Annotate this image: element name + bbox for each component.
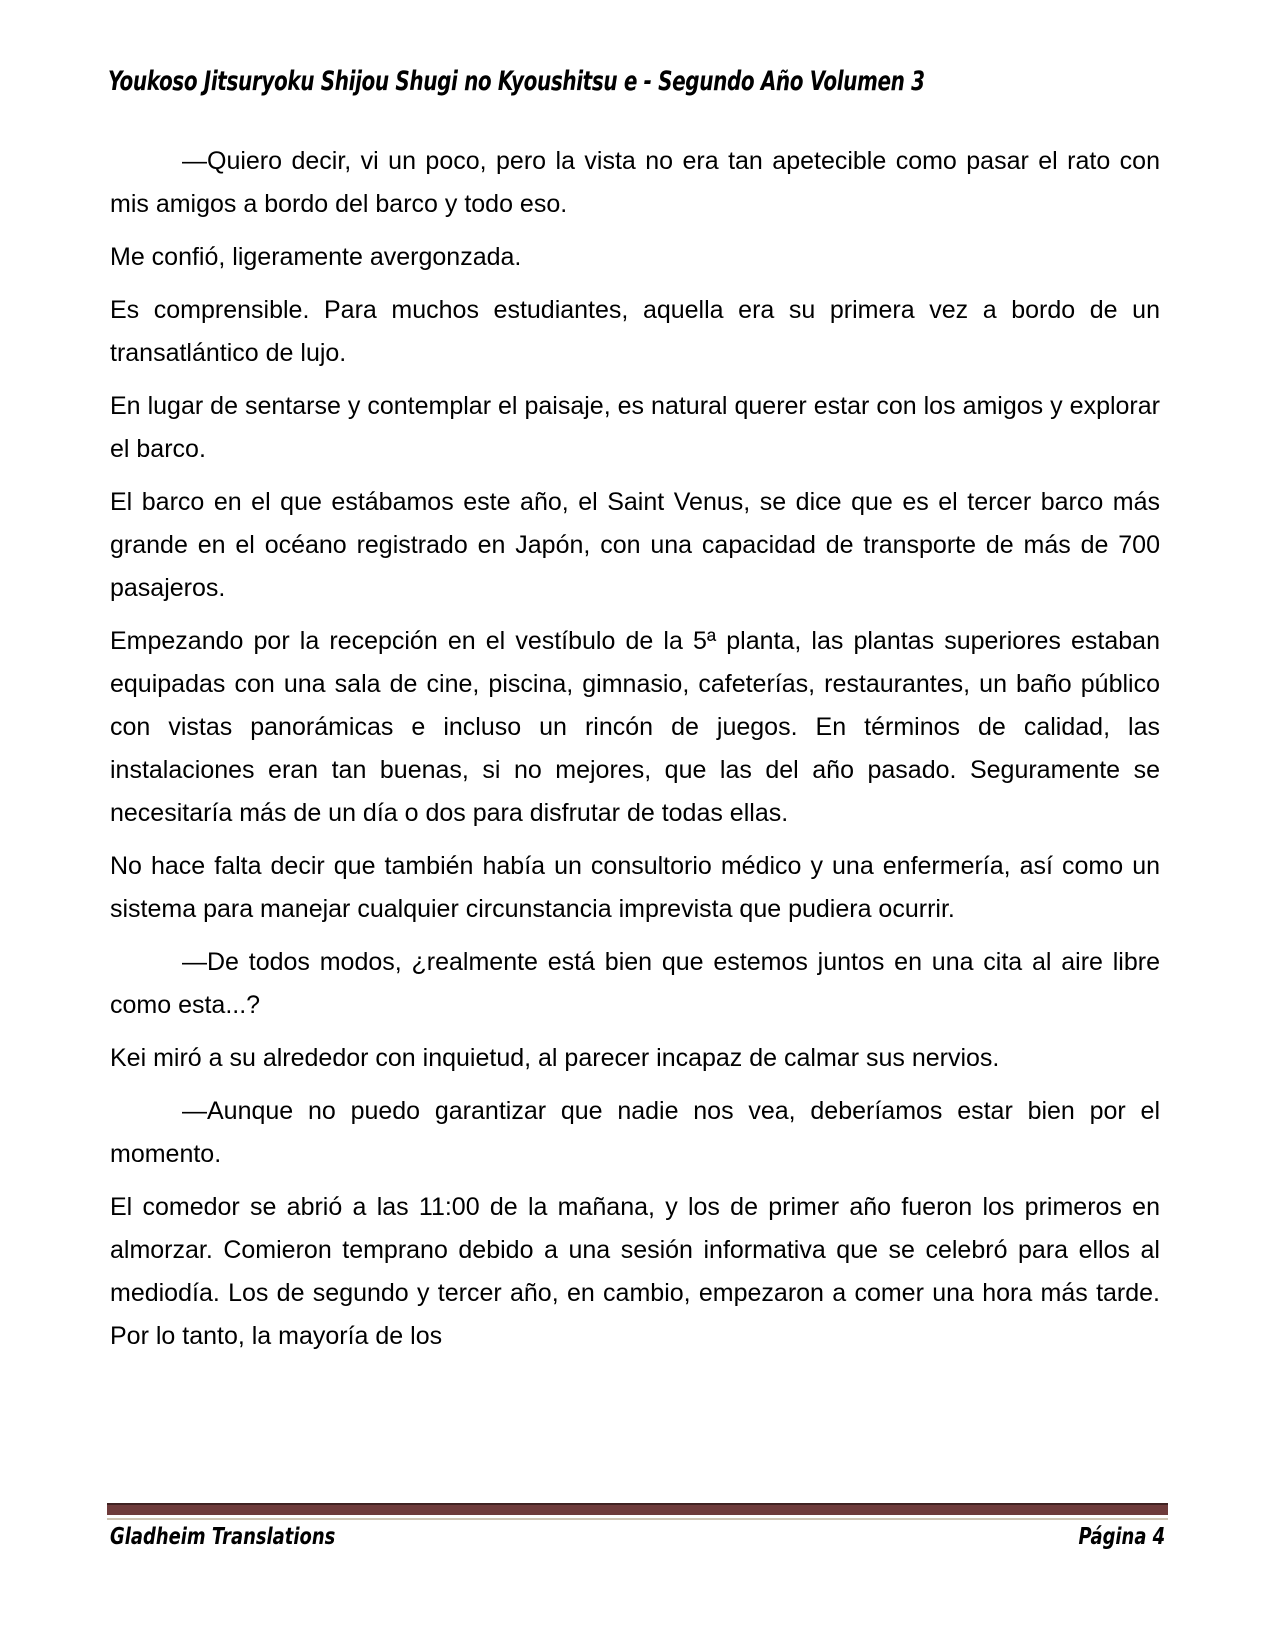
footer-rule-thick-bar [107, 1503, 1168, 1515]
body-text [110, 140, 1160, 1368]
paragraph-dialogue: —Aunque no puedo garantizar que nadie nos vea, deberíamos estar bien por el momento. [110, 1097, 1160, 1168]
footer-translator-credit: Gladheim Translations [110, 1524, 336, 1550]
paragraph-narration: El barco en el que estábamos este año, el Saint Venus, se dice que es el tercer barco más grande en el océano registrado en Japón, con una capacidad de transporte de más de 700 pasajeros. [110, 488, 1160, 602]
header-title: Youkoso Jitsuryoku Shijou Shugi no Kyoushitsu e - Segundo Año Volumen 3 [108, 66, 925, 97]
page-footer [110, 1524, 1165, 1550]
footer-rule [107, 1503, 1168, 1520]
paragraph-narration: No hace falta decir que también había un consultorio médico y una enfermería, así como un sistema para manejar cualquier circunstancia imprevista que pudiera ocurrir. [110, 852, 1160, 923]
paragraph-narration: En lugar de sentarse y contemplar el paisaje, es natural querer estar con los amigos y explorar el barco. [110, 392, 1160, 463]
paragraph-narration: Es comprensible. Para muchos estudiantes, aquella era su primera vez a bordo de un transatlántico de lujo. [110, 296, 1160, 367]
paragraph-narration: El comedor se abrió a las 11:00 de la mañana, y los de primer año fueron los primeros en almorzar. Comieron temprano debido a una sesión informativa que se celebró para ellos al mediodía. Los de segundo y tercer año, en cambio, empezaron a comer una hora más tarde. Por lo tanto, la mayoría de los [110, 1193, 1160, 1350]
footer-rule-thin-line [107, 1518, 1168, 1520]
paragraph-dialogue: —Quiero decir, vi un poco, pero la vista no era tan apetecible como pasar el rato con mis amigos a bordo del barco y todo eso. [110, 147, 1160, 218]
paragraph-narration: Kei miró a su alrededor con inquietud, al parecer incapaz de calmar sus nervios. [110, 1044, 1000, 1072]
paragraph-narration: Me confió, ligeramente avergonzada. [110, 243, 522, 271]
paragraph-narration: Empezando por la recepción en el vestíbulo de la 5ª planta, las plantas superiores estaban equipadas con una sala de cine, piscina, gimnasio, cafeterías, restaurantes, un baño público con vistas panorámicas e incluso un rincón de juegos. En términos de calidad, las instalaciones eran tan buenas, si no mejores, que las del año pasado. Seguramente se necesitaría más de un día o dos para disfrutar de todas ellas. [110, 627, 1160, 827]
paragraph-dialogue: —De todos modos, ¿realmente está bien que estemos juntos en una cita al aire libre como esta...? [110, 948, 1160, 1019]
footer-page-number: Página 4 [1078, 1524, 1165, 1550]
